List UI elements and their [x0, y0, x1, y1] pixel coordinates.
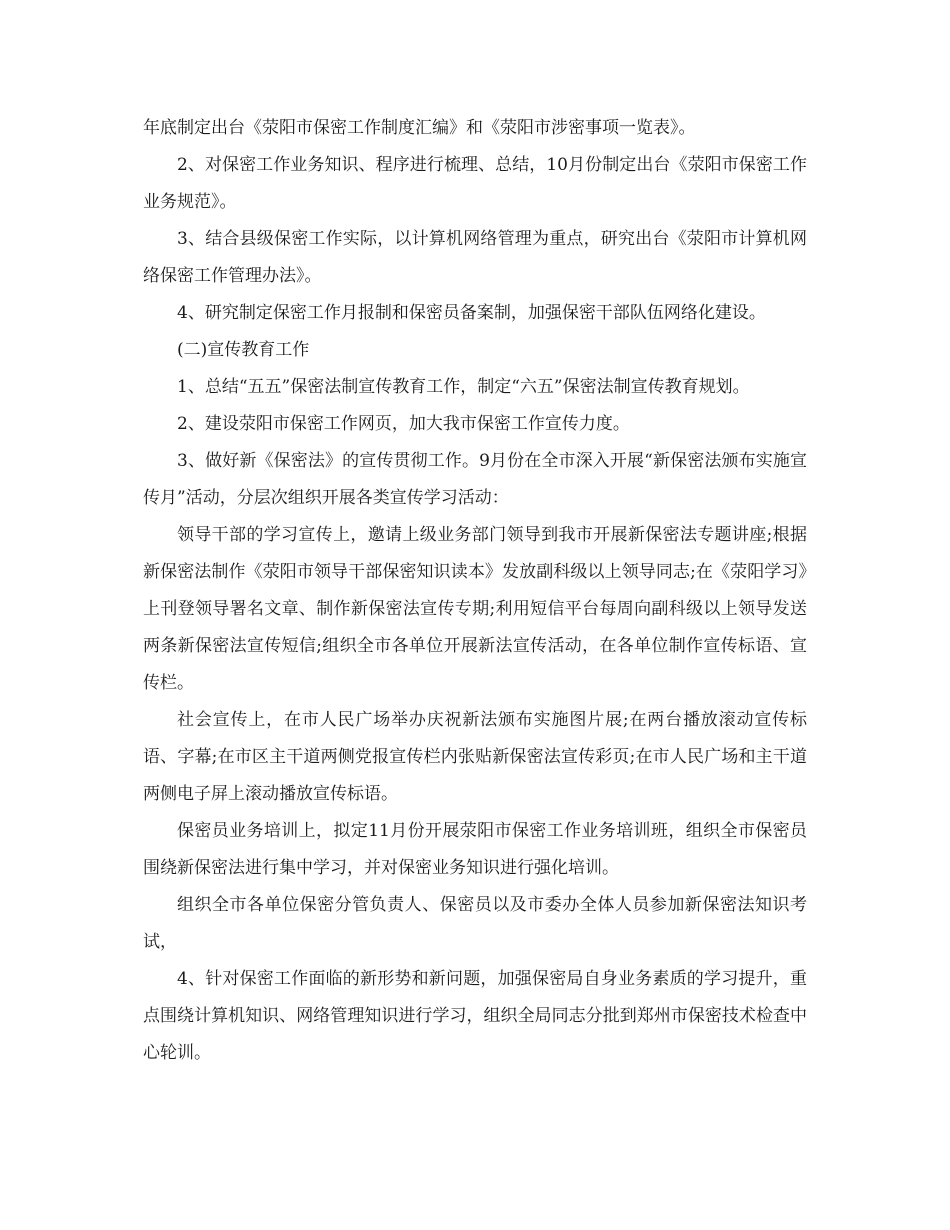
- paragraph-3: 3、结合县级保密工作实际，以计算机网络管理为重点，研究出台《荥阳市计算机网络保密工作管理办法》。: [143, 229, 807, 286]
- paragraph-10: 社会宣传上，在市人民广场举办庆祝新法颁布实施图片展;在两台播放滚动宣传标语、字幕;在市区主干道两侧党报宣传栏内张贴新保密法宣传彩页;在市人民广场和主干道两侧电子屏上滚动播放宣传标语。: [143, 710, 807, 804]
- paragraph-12: 组织全市各单位保密分管负责人、保密员以及市委办全体人员参加新保密法知识考试，: [143, 895, 807, 952]
- paragraph-9: 领导干部的学习宣传上，邀请上级业务部门领导到我市开展新保密法专题讲座;根据新保密法制作《荥阳市领导干部保密知识读本》发放副科级以上领导同志;在《荥阳学习》上刊登领导署名文章、制作新保密法宣传专期;利用短信平台每周向副科级以上领导发送两条新保密法宣传短信;组织全市各单位开展新法宣传活动，在各单位制作宣传标语、宣传栏。: [143, 525, 807, 693]
- paragraph-13: 4、针对保密工作面临的新形势和新问题，加强保密局自身业务素质的学习提升，重点围绕计算机知识、网络管理知识进行学习，组织全局同志分批到郑州市保密技术检查中心轮训。: [143, 969, 807, 1063]
- paragraph-1: 年底制定出台《荥阳市保密工作制度汇编》和《荥阳市涉密事项一览表》。: [143, 118, 696, 138]
- paragraph-7: 2、建设荥阳市保密工作网页，加大我市保密工作宣传力度。: [177, 414, 630, 434]
- paragraph-11: 保密员业务培训上，拟定11月份开展荥阳市保密工作业务培训班，组织全市保密员围绕新保密法进行集中学习，并对保密业务知识进行强化培训。: [143, 821, 807, 878]
- paragraph-6: 1、总结“五五”保密法制宣传教育工作，制定“六五”保密法制宣传教育规划。: [177, 377, 750, 397]
- document-body: [143, 110, 807, 1072]
- paragraph-2: 2、对保密工作业务知识、程序进行梳理、总结，10月份制定出台《荥阳市保密工作业务规范》。: [143, 155, 807, 212]
- paragraph-8: 3、做好新《保密法》的宣传贯彻工作。9月份在全市深入开展“新保密法颁布实施宣传月”活动，分层次组织开展各类宣传学习活动：: [143, 451, 807, 508]
- section-heading-publicity: (二)宣传教育工作: [177, 340, 310, 360]
- paragraph-4: 4、研究制定保密工作月报制和保密员备案制，加强保密干部队伍网络化建设。: [177, 303, 766, 323]
